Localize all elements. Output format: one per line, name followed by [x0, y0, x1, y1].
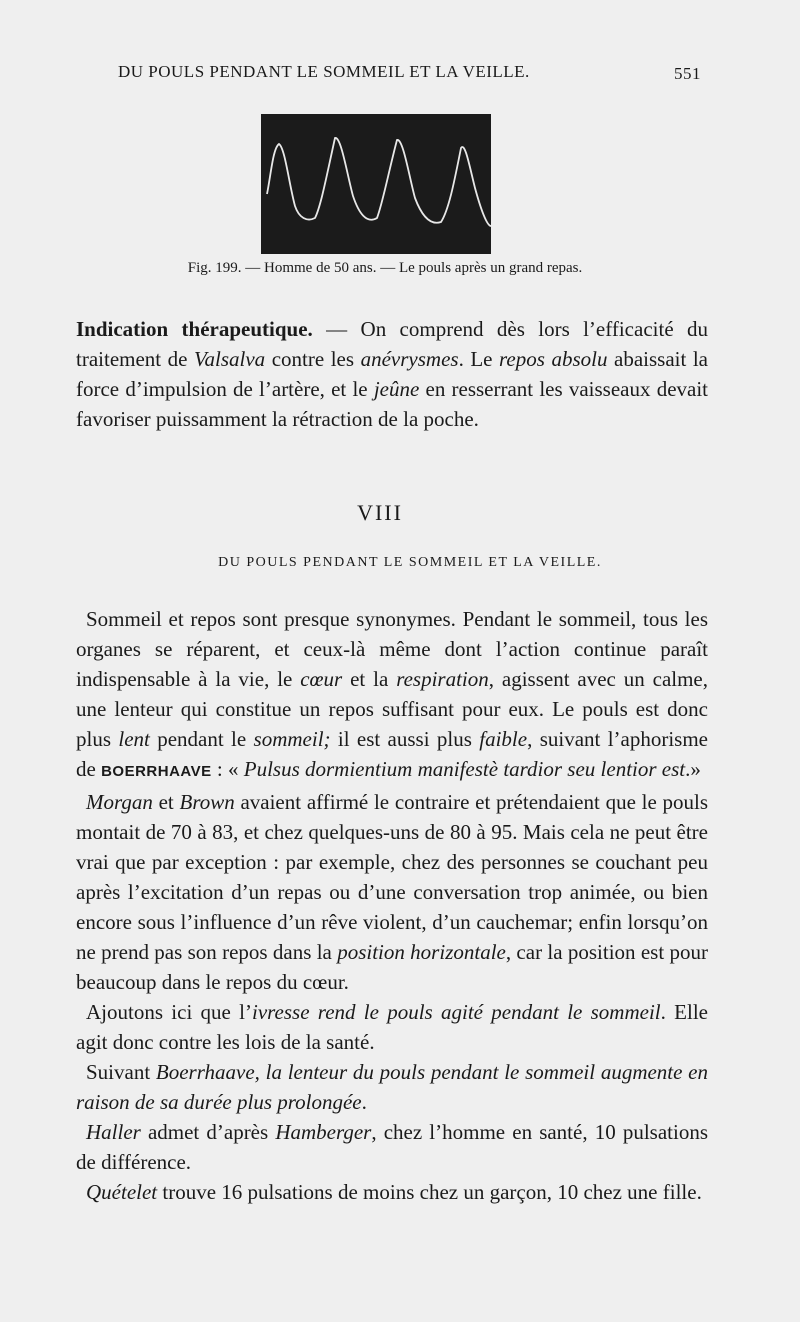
paragraph — [76, 1177, 708, 1207]
pulse-waveform — [261, 114, 491, 254]
italic-text: Haller — [86, 1120, 141, 1144]
paragraph — [76, 1057, 708, 1117]
italic-text: respiration — [396, 667, 489, 691]
text: en resserrant les vaisseaux devait favoriser puissamment la rétraction de la poche. — [76, 377, 708, 431]
therapeutic-indication-paragraph — [76, 314, 708, 434]
italic-text: ivresse rend le pouls agité pendant le sommeil — [251, 1000, 661, 1024]
text: pendant le — [149, 727, 254, 751]
italic-text: Valsalva — [194, 347, 266, 371]
text: , suivant l’aphorisme de — [76, 727, 708, 781]
text: , chez l’homme en santé, 10 pulsations de différence. — [76, 1120, 708, 1174]
text: , agissent avec un calme, une lenteur qui constitue un repos suffisant pour eux. Le pouls est donc plus — [76, 667, 709, 751]
text: . Le — [458, 347, 500, 371]
italic-text: anévrysmes — [360, 347, 459, 371]
section-body — [76, 604, 708, 1207]
text: : « — [211, 757, 244, 781]
section-number: VIII — [357, 500, 403, 525]
italic-text: position horizontale — [337, 940, 506, 964]
italic-text: sommeil; — [253, 727, 331, 751]
paragraph — [76, 787, 708, 997]
text: avaient affirmé le contraire et prétendaient que le pouls montait de 70 à 83, et chez quelques-uns de 80 à 95. Mais cela ne peut être vrai que par exception : par exemple, chez des personnes se couchant peu après l’excitation d’un repas ou d’une conversation trop animée, ou bien encore sous l’influence d’un rêve violent, d’un cauchemar; enfin lorsqu’on ne prend pas son repos dans la — [76, 790, 708, 964]
italic-text: faible — [479, 727, 528, 751]
italic-text: repos absolu — [499, 347, 608, 371]
italic-text: lent — [118, 727, 150, 751]
text: trouve 16 pulsations de moins chez un garçon, 10 chez une fille. — [157, 1180, 702, 1204]
paragraph — [76, 1117, 708, 1177]
italic-text: Morgan — [86, 790, 153, 814]
italic-text: Hamberger — [275, 1120, 372, 1144]
text: Ajoutons ici que l’ — [86, 1000, 252, 1024]
text: . Elle agit donc contre les lois de la santé. — [76, 1000, 708, 1054]
running-title: DU POULS PENDANT LE SOMMEIL ET LA VEILLE. — [118, 62, 530, 81]
italic-text: jeûne — [373, 377, 420, 401]
latin-quote: Pulsus dormientium manifestè tardior seu lentior est — [243, 757, 686, 781]
page-number: 551 — [674, 64, 701, 83]
text: , car la position est pour beaucoup dans le repos du cœur. — [76, 940, 708, 994]
text: et — [152, 790, 180, 814]
text: admet d’après — [140, 1120, 276, 1144]
text: contre les — [265, 347, 361, 371]
italic-text: Boerrhaave, la lenteur du pouls pendant le sommeil augmente en raison de sa durée plus prolongée — [76, 1060, 708, 1114]
paragraph — [76, 997, 708, 1057]
text: il est aussi plus — [330, 727, 480, 751]
text: abaissait la force d’impulsion de l’artère, et le — [76, 347, 709, 401]
text: et la — [342, 667, 397, 691]
text: — On comprend dès lors l’efficacité du traitement de — [76, 317, 708, 371]
paragraph-lead: Indication thérapeutique. — [76, 317, 313, 341]
text: Sommeil et repos sont presque synonymes. Pendant le sommeil, tous les organes se réparent, et ceux-là même dont l’action continue paraît indispensable à la vie, le — [76, 607, 708, 691]
italic-text: Quételet — [86, 1180, 158, 1204]
text: Suivant — [86, 1060, 156, 1084]
italic-text: Brown — [179, 790, 235, 814]
text: . — [361, 1090, 367, 1114]
figure-caption: Fig. 199. — Homme de 50 ans. — Le pouls après un grand repas. — [187, 260, 583, 276]
author-name: BOERRHAAVE — [101, 763, 212, 780]
section-title: DU POULS PENDANT LE SOMMEIL ET LA VEILLE. — [218, 555, 602, 570]
paragraph — [76, 604, 708, 787]
text: .» — [685, 757, 701, 781]
italic-text: cœur — [300, 667, 343, 691]
pulse-tracing-figure — [261, 114, 491, 254]
